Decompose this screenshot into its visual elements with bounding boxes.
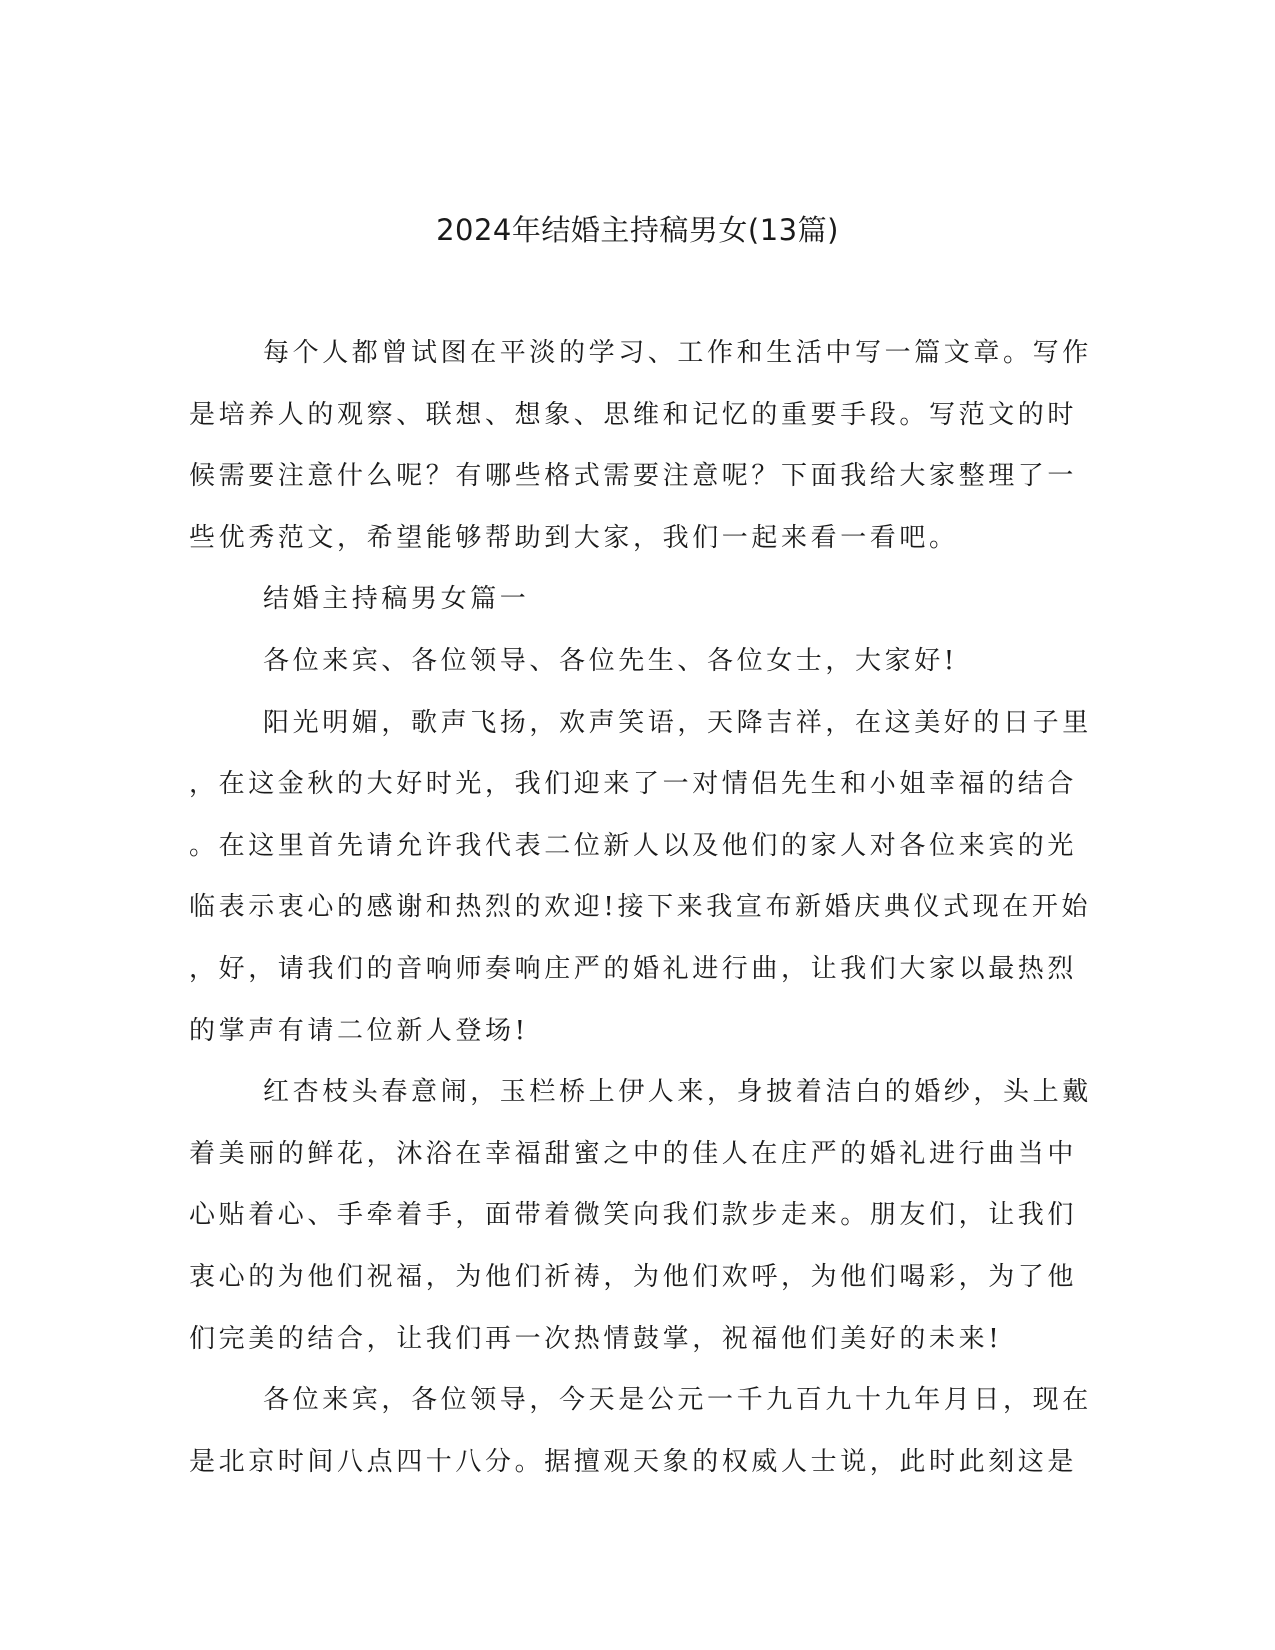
paragraph-line: 的掌声有请二位新人登场!	[189, 1015, 529, 1046]
paragraph-line: 各位来宾，各位领导，今天是公元一千九百九十九年月日，现在	[263, 1385, 1092, 1416]
document-title: 2024年结婚主持稿男女(13篇)	[436, 213, 839, 247]
paragraph-line: 们完美的结合，让我们再一次热情鼓掌，祝福他们美好的未来!	[189, 1323, 1003, 1354]
paragraph-line: 着美丽的鲜花，沐浴在幸福甜蜜之中的佳人在庄严的婚礼进行曲当中	[189, 1138, 1078, 1169]
paragraph-line: 临表示衷心的感谢和热烈的欢迎!接下来我宣布新婚庆典仪式现在开始	[189, 892, 1092, 923]
section-heading: 结婚主持稿男女篇一	[263, 584, 530, 615]
paragraph-line: 阳光明媚，歌声飞扬，欢声笑语，天降吉祥，在这美好的日子里	[263, 707, 1092, 738]
paragraph-line: 衷心的为他们祝福，为他们祈祷，为他们欢呼，为他们喝彩，为了他	[189, 1261, 1078, 1292]
paragraph-line: 候需要注意什么呢？有哪些格式需要注意呢？下面我给大家整理了一	[189, 461, 1078, 492]
document-body	[189, 323, 1092, 1493]
paragraph-line: 。在这里首先请允许我代表二位新人以及他们的家人对各位来宾的光	[189, 830, 1078, 861]
paragraph-line: 心贴着心、手牵着手，面带着微笑向我们款步走来。朋友们，让我们	[189, 1200, 1078, 1231]
paragraph-line: 每个人都曾试图在平淡的学习、工作和生活中写一篇文章。写作	[263, 338, 1092, 368]
paragraph-line: 些优秀范文，希望能够帮助到大家，我们一起来看一看吧。	[189, 522, 959, 553]
paragraph-line: ，好，请我们的音响师奏响庄严的婚礼进行曲，让我们大家以最热烈	[189, 953, 1078, 984]
paragraph-line: ，在这金秋的大好时光，我们迎来了一对情侣先生和小姐幸福的结合	[189, 769, 1078, 800]
paragraph-line: 是北京时间八点四十八分。据擅观天象的权威人士说，此时此刻这是	[189, 1446, 1078, 1477]
paragraph-line: 各位来宾、各位领导、各位先生、各位女士，大家好!	[263, 645, 958, 676]
paragraph-line: 红杏枝头春意闹，玉栏桥上伊人来，身披着洁白的婚纱，头上戴	[263, 1077, 1092, 1108]
paragraph-line: 是培养人的观察、联想、想象、思维和记忆的重要手段。写范文的时	[189, 399, 1078, 430]
